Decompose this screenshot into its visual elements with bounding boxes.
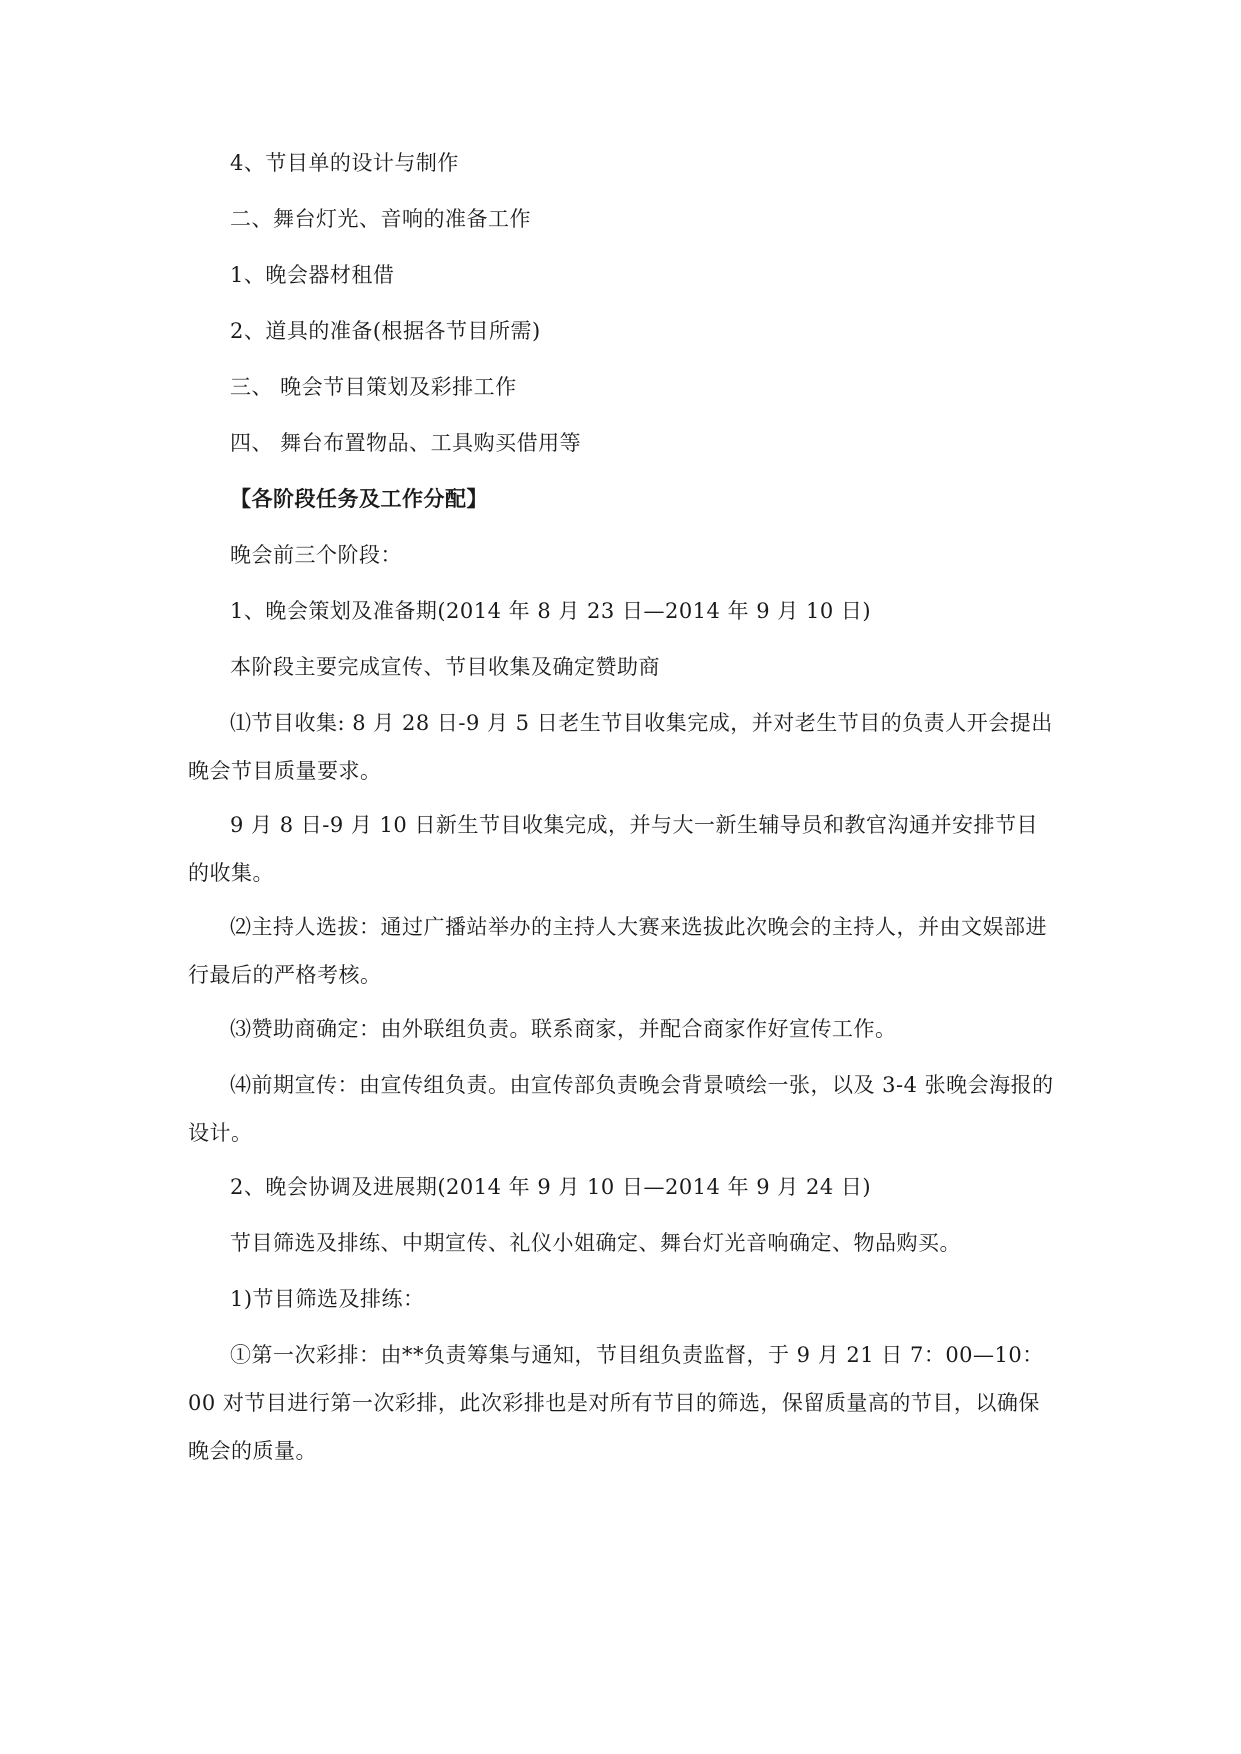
paragraph-early-publicity: ⑷前期宣传：由宣传组负责。由宣传部负责晚会背景喷绘一张，以及 3-4 张晚会海报的设计。 — [188, 1073, 1054, 1145]
paragraph-freshman-programs: 9 月 8 日-9 月 10 日新生节目收集完成，并与大一新生辅导员和教官沟通并安排节目的收集。 — [188, 813, 1038, 885]
paragraph-stage-lighting-sound: 二、舞台灯光、音响的准备工作 — [230, 207, 531, 231]
paragraph-first-rehearsal: ①第一次彩排：由**负责筹集与通知，节目组负责监督，于 9 月 21 日 7：00—10：00 对节目进行第一次彩排，此次彩排也是对所有节目的筛选，保留质量高的节目，以确保晚会的质量。 — [188, 1343, 1044, 1463]
paragraph-program-planning: 三、 晚会节目策划及彩排工作 — [230, 375, 517, 399]
paragraph-three-stages: 晚会前三个阶段： — [230, 543, 402, 567]
paragraph-props-preparation: 2、道具的准备(根据各节目所需) — [230, 319, 541, 343]
paragraph-program-list-design: 4、节目单的设计与制作 — [230, 151, 459, 175]
paragraph-stage-1-summary: 本阶段主要完成宣传、节目收集及确定赞助商 — [230, 655, 660, 679]
section-heading-task-allocation: 【各阶段任务及工作分配】 — [230, 486, 488, 511]
paragraph-stage-2-summary: 节目筛选及排练、中期宣传、礼仪小姐确定、舞台灯光音响确定、物品购买。 — [230, 1231, 961, 1255]
paragraph-stage-2-title: 2、晚会协调及进展期(2014 年 9 月 10 日—2014 年 9 月 24 日) — [230, 1175, 872, 1199]
paragraph-equipment-rental: 1、晚会器材租借 — [230, 263, 395, 287]
paragraph-program-screening: 1)节目筛选及排练： — [230, 1287, 425, 1311]
paragraph-stage-items: 四、 舞台布置物品、工具购买借用等 — [230, 431, 582, 455]
paragraph-program-collection: ⑴节目收集: 8 月 28 日-9 月 5 日老生节目收集完成，并对老生节目的负责人开会提出晚会节目质量要求。 — [188, 711, 1053, 783]
paragraph-sponsor: ⑶赞助商确定：由外联组负责。联系商家，并配合商家作好宣传工作。 — [230, 1017, 897, 1041]
paragraph-stage-1-title: 1、晚会策划及准备期(2014 年 8 月 23 日—2014 年 9 月 10 日) — [230, 599, 872, 623]
paragraph-host-selection: ⑵主持人选拔：通过广播站举办的主持人大赛来选拔此次晚会的主持人，并由文娱部进行最后的严格考核。 — [188, 915, 1047, 987]
